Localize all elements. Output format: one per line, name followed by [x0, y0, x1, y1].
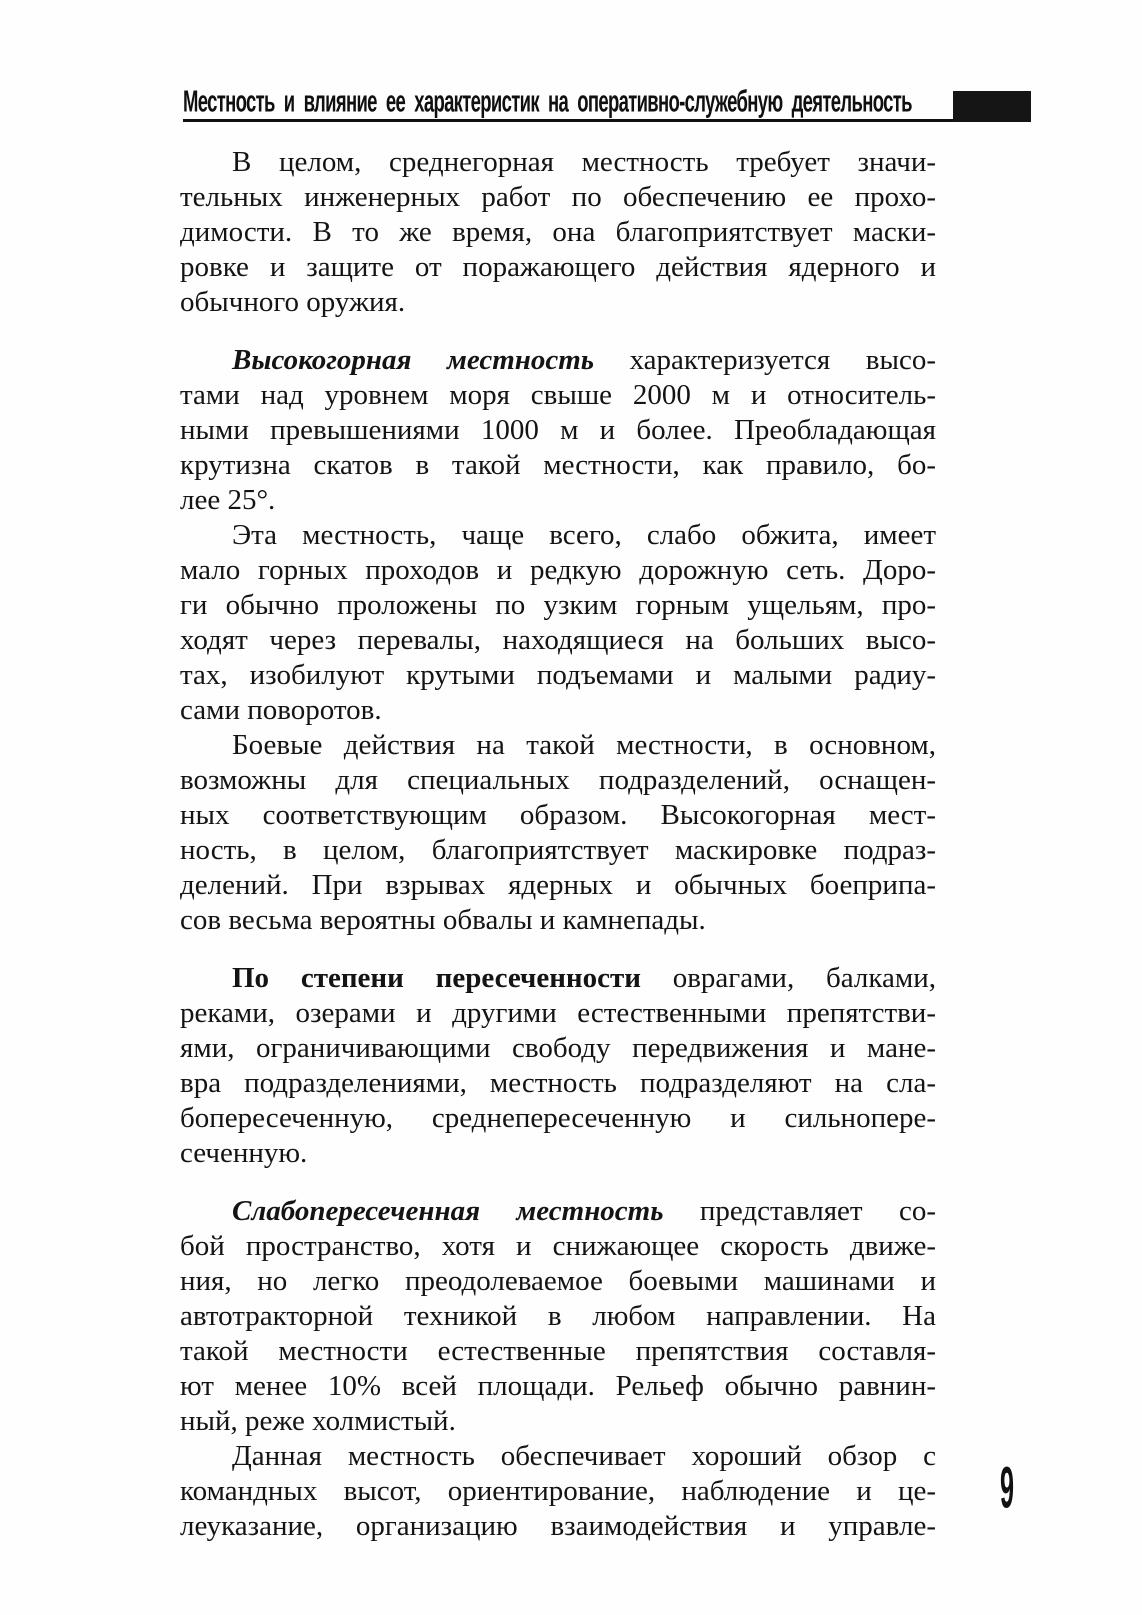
- paragraph-text: Данная местность обеспечивает хороший обзор с: [232, 1440, 936, 1472]
- text-line: возможны для специальных подразделений, оснащен-: [180, 764, 936, 796]
- text-line: ность, в целом, благоприятствует маскировке подраз-: [180, 834, 936, 866]
- text-line: сов весьма вероятны обвалы и камнепады.: [180, 904, 706, 936]
- paragraph-2: [180, 343, 936, 518]
- text-line: леуказание, организацию взаимодействия и управле-: [180, 1510, 936, 1542]
- paragraph-lines: [180, 378, 936, 518]
- text-line: [180, 145, 936, 180]
- text-line: делений. При взрывах ядерных и обычных боеприпа-: [180, 869, 936, 901]
- text-line: обычного оружия.: [180, 286, 406, 318]
- text-line: бопересеченную, среднепересеченную и сильнопере-: [180, 1102, 936, 1134]
- text-line: сеченную.: [180, 1137, 308, 1169]
- text-line: ют менее 10% всей площади. Рельеф обычно равнин-: [180, 1370, 936, 1402]
- term-highlight: Слабопересеченная местность: [232, 1195, 664, 1227]
- page-number: 9: [1000, 1453, 1015, 1520]
- header-rule: [183, 119, 953, 122]
- text-line: ходят через перевалы, находящиеся на больших высо-: [180, 624, 936, 656]
- text-line: мало горных проходов и редкую дорожную сеть. Доро-: [180, 554, 936, 586]
- text-line: ный, реже холмистый.: [180, 1405, 456, 1437]
- text-line: [180, 518, 936, 553]
- text-line: сами поворотов.: [180, 694, 382, 726]
- text-line: тельных инженерных работ по обеспечению ее прохо-: [180, 181, 936, 213]
- paragraph-7: [180, 1439, 936, 1544]
- text-line: тах, изобилуют крутыми подъемами и малыми радиу-: [180, 659, 936, 691]
- paragraph-text: Боевые действия на такой местности, в основном,: [232, 729, 936, 761]
- paragraph-text: В целом, среднегорная местность требует значи-: [232, 146, 936, 178]
- text-line: ги обычно проложены по узким горным ущельям, про-: [180, 589, 936, 621]
- text-line: [180, 1194, 936, 1229]
- text-line: тами над уровнем моря свыше 2000 м и относитель-: [180, 379, 936, 411]
- paragraph-3: [180, 518, 936, 728]
- paragraph-1: [180, 145, 936, 320]
- text-line: ями, ограничивающими свободу передвижения и мане-: [180, 1032, 936, 1064]
- text-line: автотракторной техникой в любом направлении. На: [180, 1300, 936, 1332]
- text-line: ровке и защите от поражающего действия ядерного и: [180, 251, 936, 283]
- text-line: крутизна скатов в такой местности, как правило, бо-: [180, 449, 936, 481]
- text-line: ных соответствующим образом. Высокогорная мест-: [180, 799, 936, 831]
- running-head-title: Местность и влияние ее характеристик на оперативно-служебную деятельность: [183, 84, 912, 118]
- term-highlight: По степени пересеченности: [232, 962, 641, 994]
- paragraph-text: представляет со-: [663, 1195, 936, 1227]
- paragraph-lines: [180, 180, 936, 320]
- paragraph-lines: [180, 1474, 936, 1544]
- text-line: ными превышениями 1000 м и более. Преобладающая: [180, 414, 936, 446]
- text-line: лее 25°.: [180, 484, 276, 516]
- text-column: [180, 145, 936, 1544]
- paragraph-5: [180, 961, 936, 1171]
- paragraph-lines: [180, 996, 936, 1171]
- paragraph-text: характеризуется высо-: [594, 344, 936, 376]
- paragraph-lines: [180, 763, 936, 938]
- text-line: такой местности естественные препятствия составля-: [180, 1335, 936, 1367]
- paragraph-4: [180, 728, 936, 938]
- header-accent-block: [953, 91, 1031, 122]
- text-line: бой пространство, хотя и снижающее скорость движе-: [180, 1230, 936, 1262]
- term-highlight: Высокогорная местность: [232, 344, 595, 376]
- text-line: [180, 1439, 936, 1474]
- paragraph-text: оврагами, балками,: [640, 962, 936, 994]
- text-line: [180, 728, 936, 763]
- text-line: [180, 961, 936, 996]
- text-line: вра подразделениями, местность подразделяют на сла-: [180, 1067, 936, 1099]
- text-line: димости. В то же время, она благоприятствует маски-: [180, 216, 936, 248]
- text-line: реками, озерами и другими естественными препятстви-: [180, 997, 936, 1029]
- paragraph-text: Эта местность, чаще всего, слабо обжита, имеет: [232, 519, 936, 551]
- text-line: командных высот, ориентирование, наблюдение и це-: [180, 1475, 936, 1507]
- running-head: [183, 86, 953, 120]
- paragraph-lines: [180, 553, 936, 728]
- paragraph-6: [180, 1194, 936, 1439]
- paragraph-lines: [180, 1229, 936, 1439]
- text-line: [180, 343, 936, 378]
- text-line: ния, но легко преодолеваемое боевыми машинами и: [180, 1265, 936, 1297]
